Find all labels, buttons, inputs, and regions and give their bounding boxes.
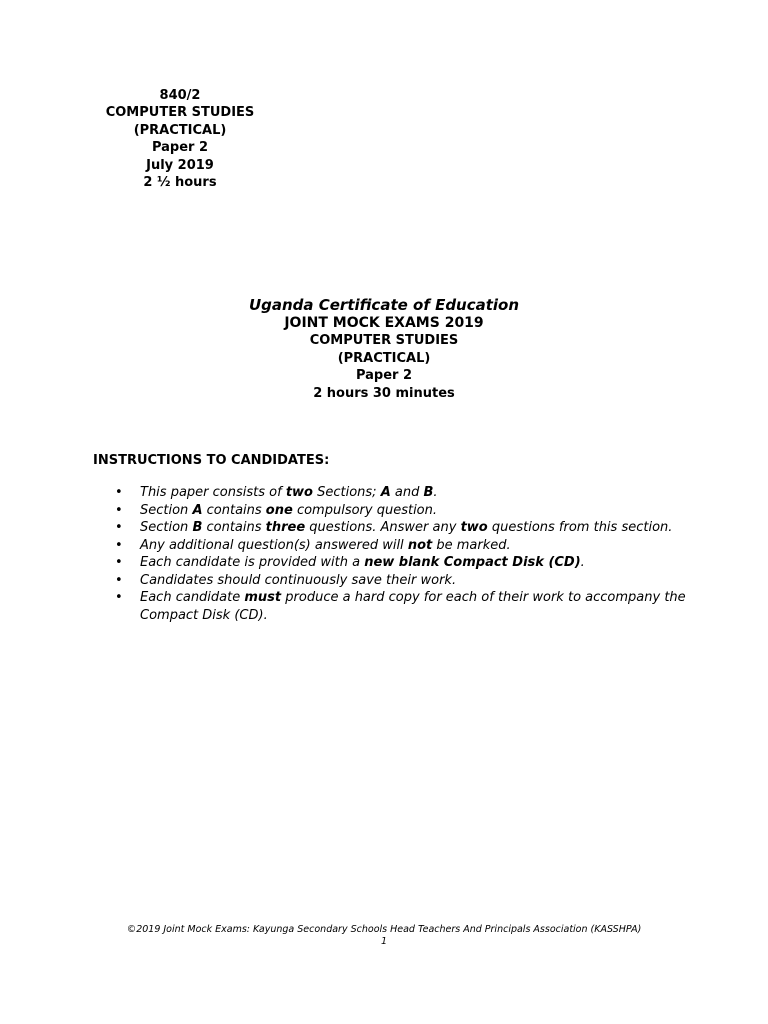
page-number: 1 — [380, 936, 388, 947]
exam-title-block — [200, 296, 568, 402]
page-footer — [0, 924, 768, 948]
paper-subject: COMPUTER STUDIES — [105, 105, 255, 121]
list-item: • Each candidate must produce a hard copy for each of their work to accompany the Compact Disk (CD). — [115, 590, 686, 623]
list-item: • Section B contains three questions. Answer any two questions from this section. — [115, 520, 673, 535]
bullet-icon: • — [115, 537, 123, 553]
certificate-title: Uganda Certificate of Education — [248, 296, 520, 314]
exam-subject: COMPUTER STUDIES — [309, 333, 459, 348]
bullet-icon: • — [115, 590, 123, 605]
paper-number: Paper 2 — [151, 140, 209, 156]
paper-code: 840/2 — [159, 88, 201, 103]
list-item: • Any additional question(s) answered will not be marked. — [115, 537, 511, 553]
paper-header-block — [96, 87, 264, 191]
exam-duration: 2 hours 30 minutes — [313, 385, 455, 401]
bullet-icon: • — [115, 555, 123, 570]
bullet-icon: • — [115, 502, 123, 518]
list-item: • Candidates should continuously save their work. — [115, 572, 457, 588]
exam-type: (PRACTICAL) — [337, 350, 431, 366]
list-item: • This paper consists of two Sections; A and B. — [115, 485, 438, 500]
paper-date: July 2019 — [146, 157, 214, 173]
paper-duration: 2 ½ hours — [143, 175, 217, 191]
exam-name: JOINT MOCK EXAMS 2019 — [284, 315, 484, 331]
exam-paper: Paper 2 — [355, 368, 413, 384]
instructions-heading: INSTRUCTIONS TO CANDIDATES: — [93, 453, 330, 468]
list-item: • Section A contains one compulsory question. — [115, 502, 438, 518]
copyright-notice: ©2019 Joint Mock Exams: Kayunga Secondary Schools Head Teachers And Principals Association (KASSHPA) — [126, 924, 642, 935]
list-item: • Each candidate is provided with a new blank Compact Disk (CD). — [115, 555, 585, 570]
bullet-icon: • — [115, 485, 123, 500]
bullet-icon: • — [115, 520, 123, 535]
instructions-list — [115, 484, 690, 624]
paper-type: (PRACTICAL) — [133, 122, 227, 138]
bullet-icon: • — [115, 572, 123, 588]
